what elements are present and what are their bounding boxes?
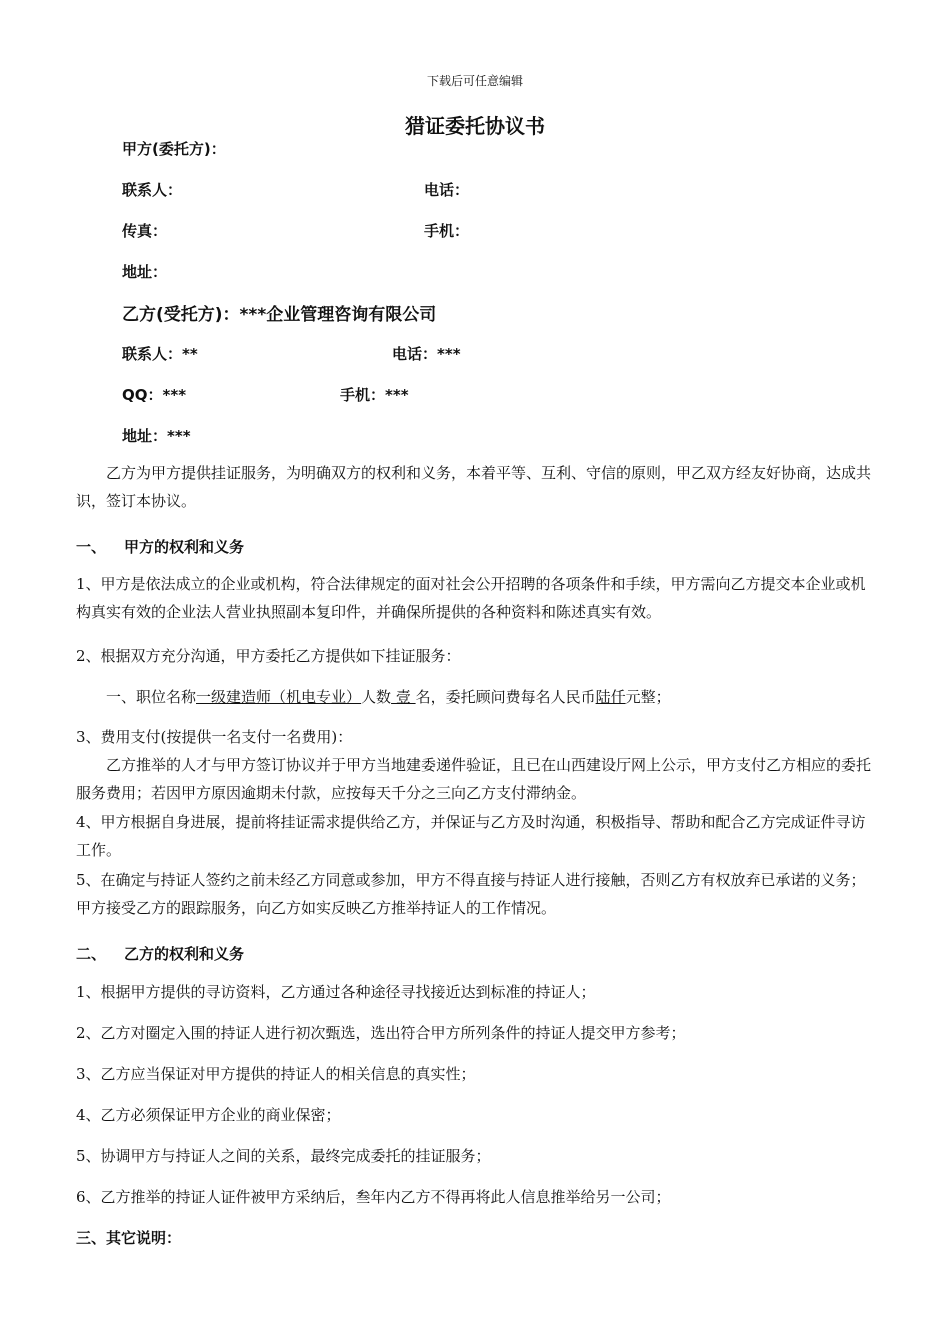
- section2-item: 5、协调甲方与持证人之间的关系，最终完成委托的挂证服务；: [76, 1147, 491, 1165]
- party-b-label: 乙方(受托方)：***企业管理咨询有限公司: [122, 305, 437, 325]
- party-a-contact: 联系人：: [122, 181, 183, 199]
- party-a-mobile: 手机：: [424, 222, 470, 240]
- intro-paragraph: 乙方为甲方提供挂证服务，为明确双方的权利和义务，本着平等、互利、守信的原则，甲乙双方经友好协商，达成共识，签订本协议。: [76, 464, 872, 510]
- position-count-label: 人数: [361, 688, 392, 706]
- section1-item5: 5、在确定与持证人签约之前未经乙方同意或参加，甲方不得直接与持证人进行接触，否则乙方有权放弃已承诺的义务；甲方接受乙方的跟踪服务，向乙方如实反映乙方推举持证人的工作情况。: [76, 871, 866, 917]
- position-unit: 名，委托顾问费每名人民币: [415, 688, 596, 706]
- section1-title: 甲方的权利和义务: [124, 538, 245, 556]
- party-b-qq: QQ：***: [122, 386, 187, 404]
- section1-item1: 1、甲方是依法成立的企业或机构，符合法律规定的面对社会公开招聘的各项条件和手续，甲方需向乙方提交本企业或机构真实有效的企业法人营业执照副本复印件，并确保所提供的各种资料和陈述真实有效。: [76, 575, 866, 621]
- position-fee: 陆仟: [595, 688, 626, 706]
- section2-title: 乙方的权利和义务: [124, 945, 245, 963]
- party-b-mobile: 手机：***: [340, 386, 409, 404]
- party-b-contact: 联系人：**: [122, 345, 198, 363]
- section2-item: 4、乙方必须保证甲方企业的商业保密；: [76, 1106, 341, 1124]
- section1-item3-detail: 乙方推举的人才与甲方签订协议并于甲方当地建委递件验证，且已在山西建设厅网上公示，甲方支付乙方相应的委托服务费用；若因甲方原因逾期未付款，应按每天千分之三向乙方支付滞纳金。: [76, 756, 872, 802]
- party-a-phone: 电话：: [424, 181, 470, 199]
- section1-item4: 4、甲方根据自身进展，提前将挂证需求提供给乙方，并保证与乙方及时沟通，积极指导、帮助和配合乙方完成证件寻访工作。: [76, 813, 866, 859]
- position-count: 壹: [391, 688, 416, 706]
- section2-number: 二、: [76, 945, 107, 963]
- position-name: 一级建造师（机电专业）: [196, 688, 362, 706]
- page-header: 下载后可任意编辑: [426, 74, 523, 88]
- section2-item: 3、乙方应当保证对甲方提供的持证人的相关信息的真实性；: [76, 1065, 476, 1083]
- section2-item: 2、乙方对圈定入围的持证人进行初次甄选，选出符合甲方所列条件的持证人提交甲方参考；: [76, 1024, 686, 1042]
- party-a-address: 地址：: [122, 263, 168, 281]
- document-title: 猎证委托协议书: [405, 114, 545, 138]
- section1-item2: 2、根据双方充分沟通，甲方委托乙方提供如下挂证服务：: [76, 647, 461, 665]
- party-b-address: 地址：***: [122, 427, 191, 445]
- party-a-label: 甲方(委托方)：: [122, 140, 226, 158]
- position-line: [106, 683, 886, 711]
- section3-title: 三、其它说明：: [76, 1229, 182, 1247]
- section2-item: 1、根据甲方提供的寻访资料，乙方通过各种途径寻找接近达到标准的持证人；: [76, 983, 596, 1001]
- party-b-phone: 电话：***: [392, 345, 461, 363]
- position-prefix: 一、职位名称: [106, 688, 197, 706]
- section2-item: 6、乙方推举的持证人证件被甲方采纳后，叁年内乙方不得再将此人信息推举给另一公司；: [76, 1188, 671, 1206]
- section1-item3: 3、费用支付(按提供一名支付一名费用)：: [76, 728, 353, 746]
- position-suffix: 元整；: [625, 688, 671, 706]
- section1-number: 一、: [76, 538, 107, 556]
- party-a-fax: 传真：: [122, 222, 168, 240]
